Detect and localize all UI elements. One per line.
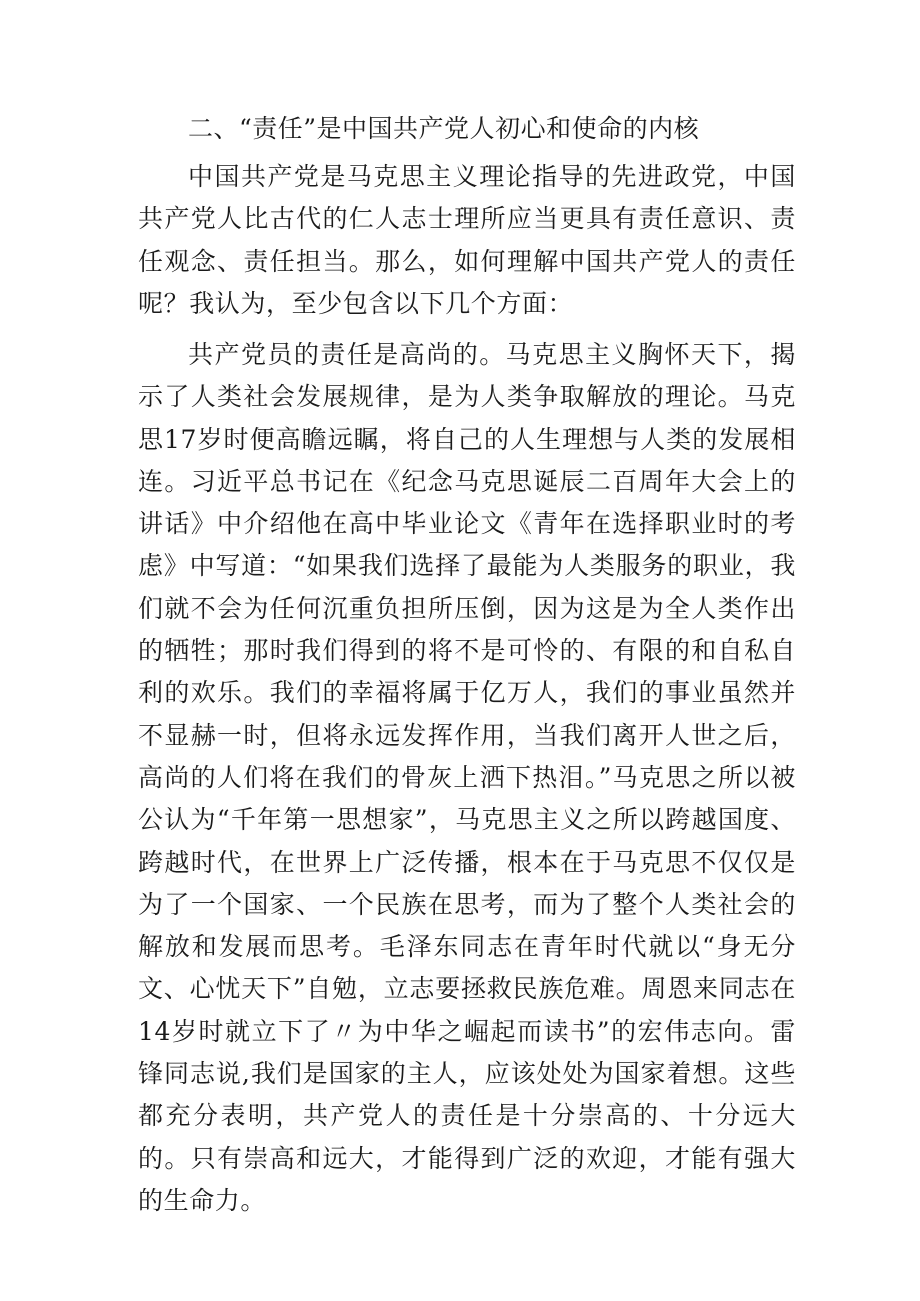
- paragraph-intro: 中国共产党是马克思主义理论指导的先进政党，中国共产党人比古代的仁人志士理所应当更具有责任意识、责任观念、责任担当。那么，如何理解中国共产党人的责任呢？我认为，至少包含以下几个方面：: [138, 162, 796, 318]
- paragraph-responsibility-noble: 共产党员的责任是高尚的。马克思主义胸怀天下，揭示了人类社会发展规律，是为人类争取解放的理论。马克思17岁时便高瞻远瞩，将自己的人生理想与人类的发展相连。习近平总书记在《纪念马克思诞辰二百周年大会上的讲话》中介绍他在高中毕业论文《青年在选择职业时的考虑》中写道：“如果我们选择了最能为人类服务的职业，我们就不会为任何沉重负担所压倒，因为这是为全人类作出的牺牲；那时我们得到的将不是可怜的、有限的和自私自利的欢乐。我们的幸福将属于亿万人，我们的事业虽然并不显赫一时，但将永远发挥作用，当我们离开人世之后，高尚的人们将在我们的骨灰上洒下热泪。”马克思之所以被公认为“千年第一思想家”，马克思主义之所以跨越国度、跨越时代，在世界上广泛传播，根本在于马克思不仅仅是为了一个国家、一个民族在思考，而为了整个人类社会的解放和发展而思考。毛泽东同志在青年时代就以“身无分文、心忧天下”自勉，立志要拯救民族危难。周恩来同志在14岁时就立下了〃为中华之崛起而读书”的宏伟志向。雷锋同志说,我们是国家的主人，应该处处为国家着想。这些都充分表明，共产党人的责任是十分崇高的、十分远大的。只有崇高和远大，才能得到广泛的欢迎，才能有强大的生命力。: [138, 340, 796, 1215]
- section-heading: 二、“责任”是中国共产党人初心和使命的内核: [188, 114, 700, 143]
